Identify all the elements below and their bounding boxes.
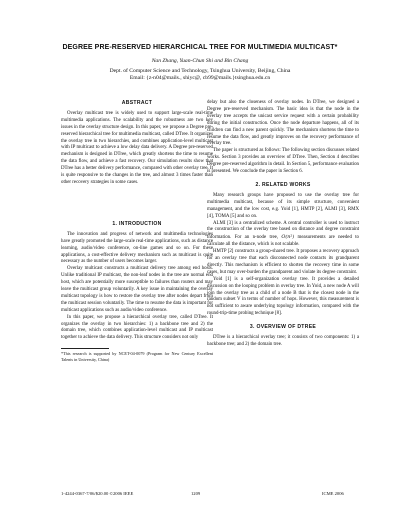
paper-title: DEGREE PRE-RESERVED HIERARCHICAL TREE FOR MULTIMEDIA MULTICAST*	[62, 44, 338, 51]
intro-paragraph-2: Overlay multicast constructs a multicast delivery tree among end hosts. Unlike traditional IP multicast, the non-leaf nodes in the tree are normal end host, which are potentially more susceptible to failures than routers and may leave the multicast group voluntarily. A key issue in maintaining the overlay multicast topology is how to restore the overlay tree after nodes depart from the multicast session voluntarily. The time to resume the data is important for multicast applications such as audio/video conference.	[61, 266, 213, 313]
intro-paragraph-3: In this paper, we propose a hierarchical overlay tree, called DTree. It organizes the overlay in two hierarchies: 1) a backbone tree and 2) the domain tree, which combines application-level multicast and IP multicast together to achieve the data delivery. This structure considers not only	[61, 314, 213, 341]
related-works-heading: 2. RELATED WORKS	[255, 181, 311, 188]
related-paragraph-2b: measurements are needed to calculate all the distance, which is not scalable.	[207, 235, 360, 248]
footnote-rule	[61, 348, 109, 349]
right-paragraph-2: The paper is structured as follows: The following section discusses related works. Section 3 provides an overview of DTree. Then, Section 4 describes Degree pre-reserved algorithm in detail. In Section 5, performance evaluation is presented. We conclude the paper in Section 6.	[207, 148, 359, 175]
introduction-heading: 1. INTRODUCTION	[112, 220, 162, 227]
footer-page-number: 1209	[191, 491, 201, 496]
left-column	[61, 100, 213, 362]
related-paragraph-2	[207, 221, 359, 250]
related-paragraph-4: Yoid [1] is a self-organization overlay tree. It provides a detailed discussion on the looping problem in overlay tree. In Yoid, a new node A will join the overlay tree as a child of a node B that is the closest node in the random subset V in terms of number of hops. However, this measurement is not sufficient to aware underlying topology information, compared with the round-trip-time probing technique [8].	[207, 276, 359, 317]
complexity-formula: O(n²)	[281, 234, 295, 241]
footer-conference: ICME 2006	[322, 491, 344, 496]
right-column	[207, 100, 359, 349]
abstract-text: Overlay multicast tree is widely used to support large-scale real-time multimedia applications. The scalability and the robustness are two key issues in the overlay structure design. In this paper, we propose a Degree pre-reserved hierarchical tree for multimedia multicast, called DTree. It organizes the overlay tree in two hierarchies, and combines application-level multicast with IP multicast to achieve a low delay data delivery. A Degree pre-reserved mechanism is designed in DTree, which greatly shortens the time to resume the data flow, and achieve a fast recovery. Our simulation results show that DTree has a better delivery performance, compared with other overlay tree. It is quite responsive to the changes in the tree, and almost 3 times faster than other recovery strategies in some cases.	[61, 110, 213, 185]
footer-isbn: 1-4244-0367-7/06/$20.00 ©2006 IEEE	[61, 491, 134, 496]
affiliation: Dept. of Computer Science and Technology, Tsinghua University, Beijing, China	[109, 68, 291, 74]
abstract-heading: ABSTRACT	[121, 100, 153, 106]
affiliation-block	[20, 68, 380, 82]
email: Email: {z-n04@mails., shiyc@, cb99@mails.}tsinghua.edu.cn	[129, 75, 271, 81]
intro-paragraph-1: The innovation and progress of network and multimedia technologies have greatly promoted the large-scale real-time applications, such as distance learning, audio/video conference, on-line games and so on. For these applications, a cost-effective delivery mechanism such as multicast is quite necessary as the number of users becomes larger.	[61, 231, 213, 265]
footnote: *This research is supported by NCET-04-0079 (Program for New Century Excellent Talents in University, China)	[61, 351, 213, 362]
right-paragraph-1: delay but also the closeness of overlay nodes. In DTree, we designed a Degree pre-reserved mechanism. The basic idea is that the node in the overlay tree accepts the unicast service request with a certain probability during the initial construction. Once the node departure happens, all of its children can find a new parent quickly. The mechanism shortens the time to resume the data flow, and greatly improves on the recovery performance of overlay tree.	[207, 100, 359, 147]
related-paragraph-3: HMTP [2] constructs a group-shared tree. It proposes a recovery approach for an overlay tree that each disconnected node contacts its grandparent directly. This mechanism is efficient to shorten the recovery time in some cases, but may over-burden the grandparent and violate its degree constraint.	[207, 249, 359, 275]
related-paragraph-1: Many research groups have proposed to use the overlay tree for multimedia multicast, because of its simple structure, convenient management, and the low cost, e.g. Yoid [1], HMTP [2], ALMI [3], RMX [4], TOMA [5] and so on.	[207, 192, 359, 219]
overview-paragraph-1: DTree is a hierarchical overlay tree; it consists of two components: 1) a backbone tree; and 2) the domain tree.	[207, 335, 359, 347]
related-paragraph-2a: ALMI [3] is a centralized scheme. A central controller is used to instruct the construction of the overlay tree based on distance and degree constraint information. For an n-node tree,	[207, 220, 359, 241]
overview-heading: 3. OVERVIEW OF DTREE	[249, 324, 317, 331]
paper-authors: Nan Zhang, Yuan-Chun Shi and Bin Chang	[151, 58, 249, 64]
